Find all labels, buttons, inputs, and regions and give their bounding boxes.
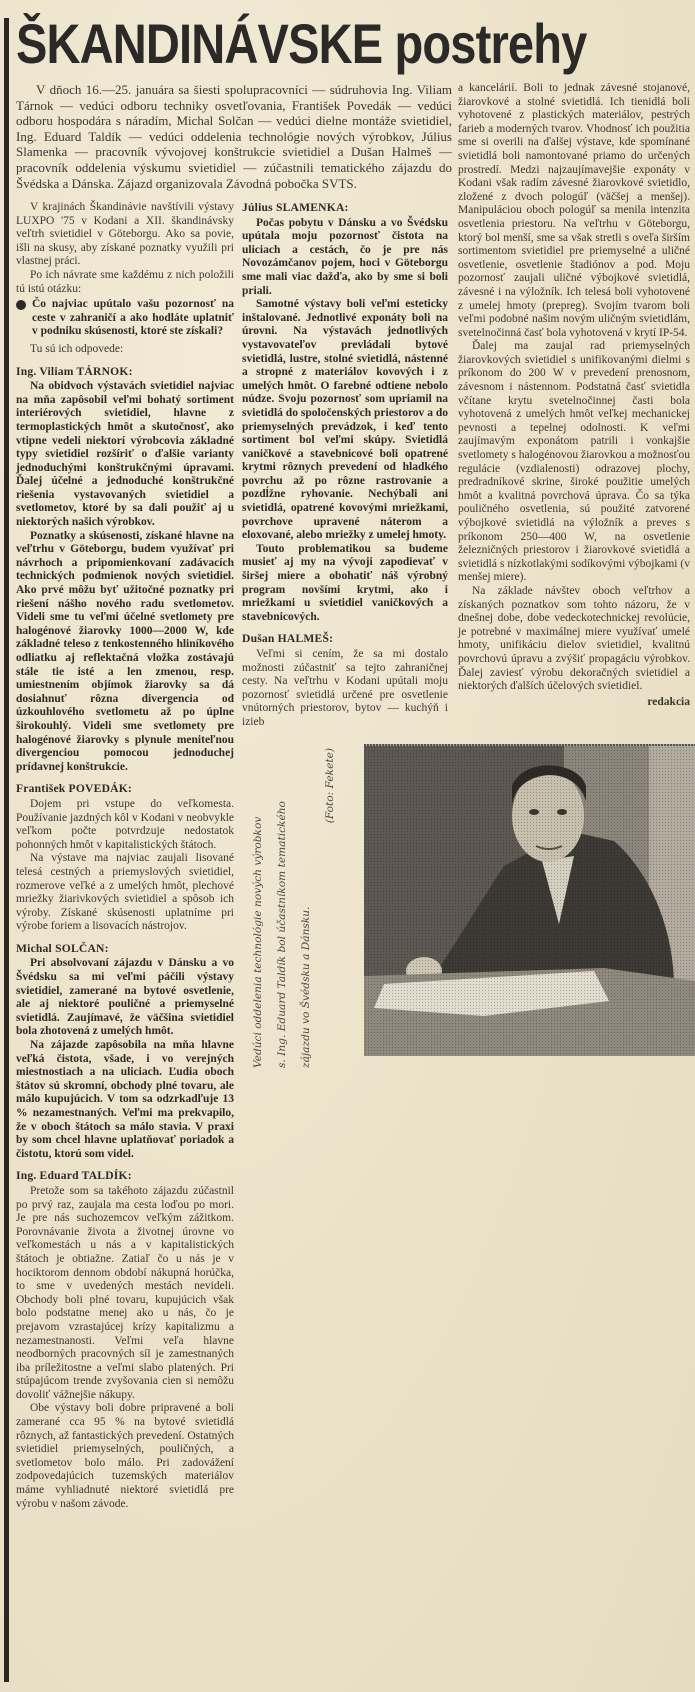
answer-paragraph: Ďalej ma zaujal rad priemyselných žiarovkových svietidiel s unifikovanými dielmi s príkonom do 200 W v prevedení prenosnom, závesnom i nástennom. Podstatná časť svietidla včítane krytu svetelnočinnej časti bola vyhotovená z umelých hmôt veľkej mechanickej pevnosti a tepelnej odolnosti. K veľmi zaujímavým exponátom patrili i vonkajšie svetlomety s halogénovou žiarovkou a možnosťou regulácie (vzdialenosti) odrazovej plochy, predradníkové skrine, široké použitie umelých hmôt a kvalitná povrchová úprava. Čo sa týka pouličného osvetlenia, sú použité zatvorené výbojkové svietidlá na výložník a preves s príkonom 250—400 W, na osvetlenie železničných priestorov i žiarovkové svietidlá a svietidlá s nízkotlakými sodíkovými výbojkami (v menšej miere). <box>458 340 690 584</box>
answer-paragraph: Na základe návštev oboch veľtrhov a získaných poznatkov som tohto názoru, že v dnešnej dobe, dobe vedeckotechnickej revolúcie, je potrebné v maximálnej miere využívať umelé hmoty, unifikáciu dielov svietidiel, kvalitnú povrchovú úpravu a zvýšiť propagáciu výrobkov. Ďalej zaviesť výrobu dekoračných svietidiel a niektorých ďalších účelových svietidiel. <box>458 584 690 693</box>
answers-intro: Tu sú ich odpovede: <box>30 342 124 355</box>
answer-paragraph: Obe výstavy boli dobre pripravené a boli zamerané cca 95 % na bytové svietidlá rôznych, až fantastických prevedení. Ostatných svietidiel priemyselných, pouličných, a svetlometov bolo málo. Pri zadovážení zodpovedajúcich tuzemských materiálov máme vyhliadnuté niektoré svietidlá pre výrobu v našom závode. <box>16 1402 234 1510</box>
answer-paragraph: Dojem pri vstupe do veľkomesta. Používanie jazdných kôl v Kodani v neobvykle veľkom počte potvrdzuje nedostatok pohonných hmôt v kapitalistických štátoch. <box>16 797 234 851</box>
headline: ŠKANDINÁVSKE postrehy <box>16 12 587 75</box>
column-1 <box>16 201 234 1511</box>
bullet-icon <box>16 300 26 310</box>
question-text: Čo najviac upútalo vašu pozornosť na ceste v zahraničí a ako hodláte uplatniť v podniku skúsenosti, ktoré ste získali? <box>32 298 234 338</box>
signature: redakcia <box>647 695 690 708</box>
answer-paragraph: Pri absolvovaní zájazdu v Dánsku a vo Švédsku sa mi veľmi páčili výstavy svietidiel, zamerané na bytové osvetlenie, ale aj niektoré pouličné a priemyselné svietidlá. Zaujímavé, že väčšina svietidiel bola zhotovená z umelých hmôt. <box>16 957 234 1038</box>
intro-paragraph: Po ich návrate sme každému z nich položili tú istú otázku: <box>16 268 234 295</box>
answer-paragraph: Samotné výstavy boli veľmi esteticky inštalované. Jednotlivé exponáty boli na úrovni. Na výstavách jednotlivých vystavovateľov prevládali bytové svietidlá, lustre, stolné svietidlá, nástenné a stropné z materiálov kovových i z umelých hmôt. O farebné odtiene nebolo núdze. Svoju pozornosť som upriamil na svietidlá do spoločenských priestorov a do priemyselných prevádzok, i keď tento sortiment bol veľmi skúpy. Svietidlá vaničkové a stavebnicové boli opatrené krytmi rôznych prevedení od hladkého povrchu až po rôzne rastrovanie a pozdĺžne ryhovanie. Nechýbali ani svietidlá, opatrené kovovými mriežkami, povrchove upravené náterom a eloxované, alebo mriežky z umelej hmoty. <box>242 298 448 542</box>
answer-paragraph: Na obidvoch výstavách svietidiel najviac na mňa zapôsobil veľmi bohatý sortiment interiérových svietidiel, hlavne z termoplastických hmôt a skutočnosť, ako vtipne vedeli niektorí výrobcovia základné typy svietidiel rozšíriť o ďalšie varianty jednoduchými konštrukčnými úpravami. Ďalej účelné a jednoduché konštrukčné riešenia vystavovaných svietidiel a svetlometov, ktoré by sa dali použiť aj u niektorých našich výrobkov. <box>16 380 234 529</box>
speaker-povedak: František POVEDÁK: <box>16 782 132 796</box>
photo-credit: (Foto: Fekete) <box>324 748 336 824</box>
speaker-solcan: Michal SOLČAN: <box>16 941 109 955</box>
answer-paragraph: Veľmi si cením, že sa mi dostalo možnosti zúčastniť sa tejto zahraničnej cesty. Na veľtrhu v Kodani upútali moju pozornosť svietidlá určené pre osvetlenie vnútorných priestorov, bytov — kuchýň i izieb <box>242 648 448 728</box>
speaker-tarnok: Ing. Viliam TÁRNOK: <box>16 364 133 378</box>
answer-paragraph: Touto problematikou sa budeme musieť aj my na vývoji zapodievať v širšej miere a obohatiť náš výrobný program novšími krytmi, ako i mriežkami u svietidiel vaničkových a stavebnicových. <box>242 542 448 623</box>
lead-paragraph <box>16 82 452 191</box>
caption-line: s. Ing. Eduard Taldík bol účastníkom tematického <box>276 801 288 1068</box>
speaker-slamenka: Július SLAMENKA: <box>242 201 349 214</box>
answer-paragraph: Počas pobytu v Dánsku a vo Švédsku upútala moju pozornosť čistota na uliciach a cestách, čo je pre nás Novozámčanov pojem, hoci v Göteborgu sme mali viac dažďa, ako by sme si boli priali. <box>242 216 448 297</box>
portrait-photo <box>364 746 695 1056</box>
speaker-taldik: Ing. Eduard TALDÍK: <box>16 1169 132 1183</box>
interview-question <box>16 298 234 339</box>
photo-caption <box>246 748 356 1068</box>
intro-paragraph: V krajinách Škandinávie navštívili výstavy LUXPO '75 v Kodani a XII. škandinávsky veľtrh svietidiel v Göteborgu. Ako sa povie, išli na skusy, aby získané poznatky využili pri vlastnej práci. <box>16 201 234 268</box>
answer-paragraph: Na výstave ma najviac zaujali lisované telesá cestných a priemyslových svietidiel, rozmerove veľké a z umelých hmôt, plechové mriežky žiarivkových svietidiel a spôsob ich výroby. Získané skúsenosti uplatníme pri výrobe foriem a lisovacích nástrojov. <box>16 852 234 933</box>
answer-paragraph: Poznatky a skúsenosti, získané hlavne na veľtrhu v Göteborgu, budem využívať pri návrhoch a pripomienkovaní zadávacích technických podmienok nových svietidiel. Ako prvé môžu byť užitočné poznatky pri riešení nášho nového radu svetlometov. Videli sme tu veľmi účelné svetlomety pre halogénové žiarovky 1000—2000 W, kde základné teleso z tenkostenného hliníkového odliatku aj reflektačná vložka zostávajú stále tie isté a len zmenou, resp. umiestnením objímok žiarovky sa dá dosiahnuť rôzna divergencia od úzkouhlového svetlometu až po úplne širokouhlý. Videli sme svetlomety pre halogénové žiarovky s plynule meniteľnou divergenciou pomocou jednoduchej prídavnej konštrukcie. <box>16 529 234 773</box>
portrait-image <box>364 746 695 1056</box>
answer-paragraph: Na zájazde zapôsobila na mňa hlavne veľká čistota, všade, i vo verejných miestnostiach a na uliciach. Ľudia oboch štátov sú skromní, obchody plné tovaru, ale málo kupujúcich. V tom sa odzrkadľuje 13 % nezamestnaných. Veľmi ma prekvapilo, že v oboch štátoch sa málo stavia. V praxi by som chcel hlavne uplatňovať poriadok a čistotu, ktorú som videl. <box>16 1039 234 1160</box>
answer-paragraph: Pretože som sa takéhoto zájazdu zúčastnil po prvý raz, zaujala ma cesta loďou po mori. Je pre nás suchozemcov veľkým zážitkom. Porovnávanie života a životnej úrovne vo veľkomestách u nás a v kapitalistických štátoch je obtiažne. Zatiaľ čo u nás je v hociktorom dennom období nákupná horúčka, to sme v uvedených mestách nevideli. Obchody boli plné tovaru, kupujúcich však bolo podstatne menej ako u nás, čo je prejavom vzrastajúcej krízy kapitalizmu a nezamestnanosti. Veľmi veľa hlavne neodborných pracovných síl je zamestnaných iba príležitostne a veľmi slabo platených. Pri stúpajúcom trende zvyšovania cien si nemôžu dovoliť vážnejšie nákupy. <box>16 1184 234 1401</box>
photo-block <box>242 744 695 1074</box>
column-2 <box>242 201 448 730</box>
photo-halftone <box>364 746 695 1056</box>
caption-line: Vedúci oddelenia technológie nových výrobkov <box>252 816 264 1068</box>
column-rule <box>4 18 9 1682</box>
answer-paragraph: a kancelárií. Boli to jednak závesné stojanové, žiarovkové a stolné svietidlá. Ich tienidlá boli vyhotovené z plastických materiálov, pestrých farieb a moderných tvarov. Vhodnosť ich použitia sme si overili na ďalšej výstave, kde spomínané svietidlá boli namontované priamo do určených prostredí. Medzi najzaujímavejšie exponáty v Kodani však radím závesné žiarovkové svietidlo, zložené z dvoch pologúľ (väčšej a menšej). Manipuláciou oboch pologúľ sa menila intenzita osvetlenia priestoru. Na veľtrhu v Göteborgu, ktorý bol menší, sme sa však stretli s oveľa širším sortimentom svietidiel pre priemyselné a uličné osvetlenie, osvetlenie štadiónov a pod. Moju pozornosť zaujali uličné výbojkové svietidlá, závesné i na výložník. Ich telesá boli vyhotovené z umelej hmoty (prepreg). Svojím tvarom boli veľmi podobné našim novým uličným svietidlám, svetelnočinná časť bola vyhotovená v krytí IP-54. <box>458 82 690 339</box>
speaker-halmes: Dušan HALMEŠ: <box>242 632 334 646</box>
lead-text: V dňoch 16.—25. januára sa šiesti spolupracovníci — súdruhovia Ing. Viliam Tárnok — vedúci odboru techniky osvetľovania, František Povedák — vedúci odboru hospodára s náradím, Michal Solčan — vedúci dielne montáže svietidiel, Ing. Eduard Taldík — vedúci oddelenia technológie nových výrobkov, Július Slamenka — pracovník vývojovej konštrukcie svietidiel a Dušan Halmeš — pracovník oddelenia výskumu svietidiel — zúčastnili tematického zájazdu do Švédska a Dánska. Zájazd organizovala Závodná pobočka SVTS. <box>16 82 452 191</box>
caption-line: zájazdu vo Švédsku a Dánsku. <box>300 906 312 1068</box>
column-3 <box>458 82 690 709</box>
